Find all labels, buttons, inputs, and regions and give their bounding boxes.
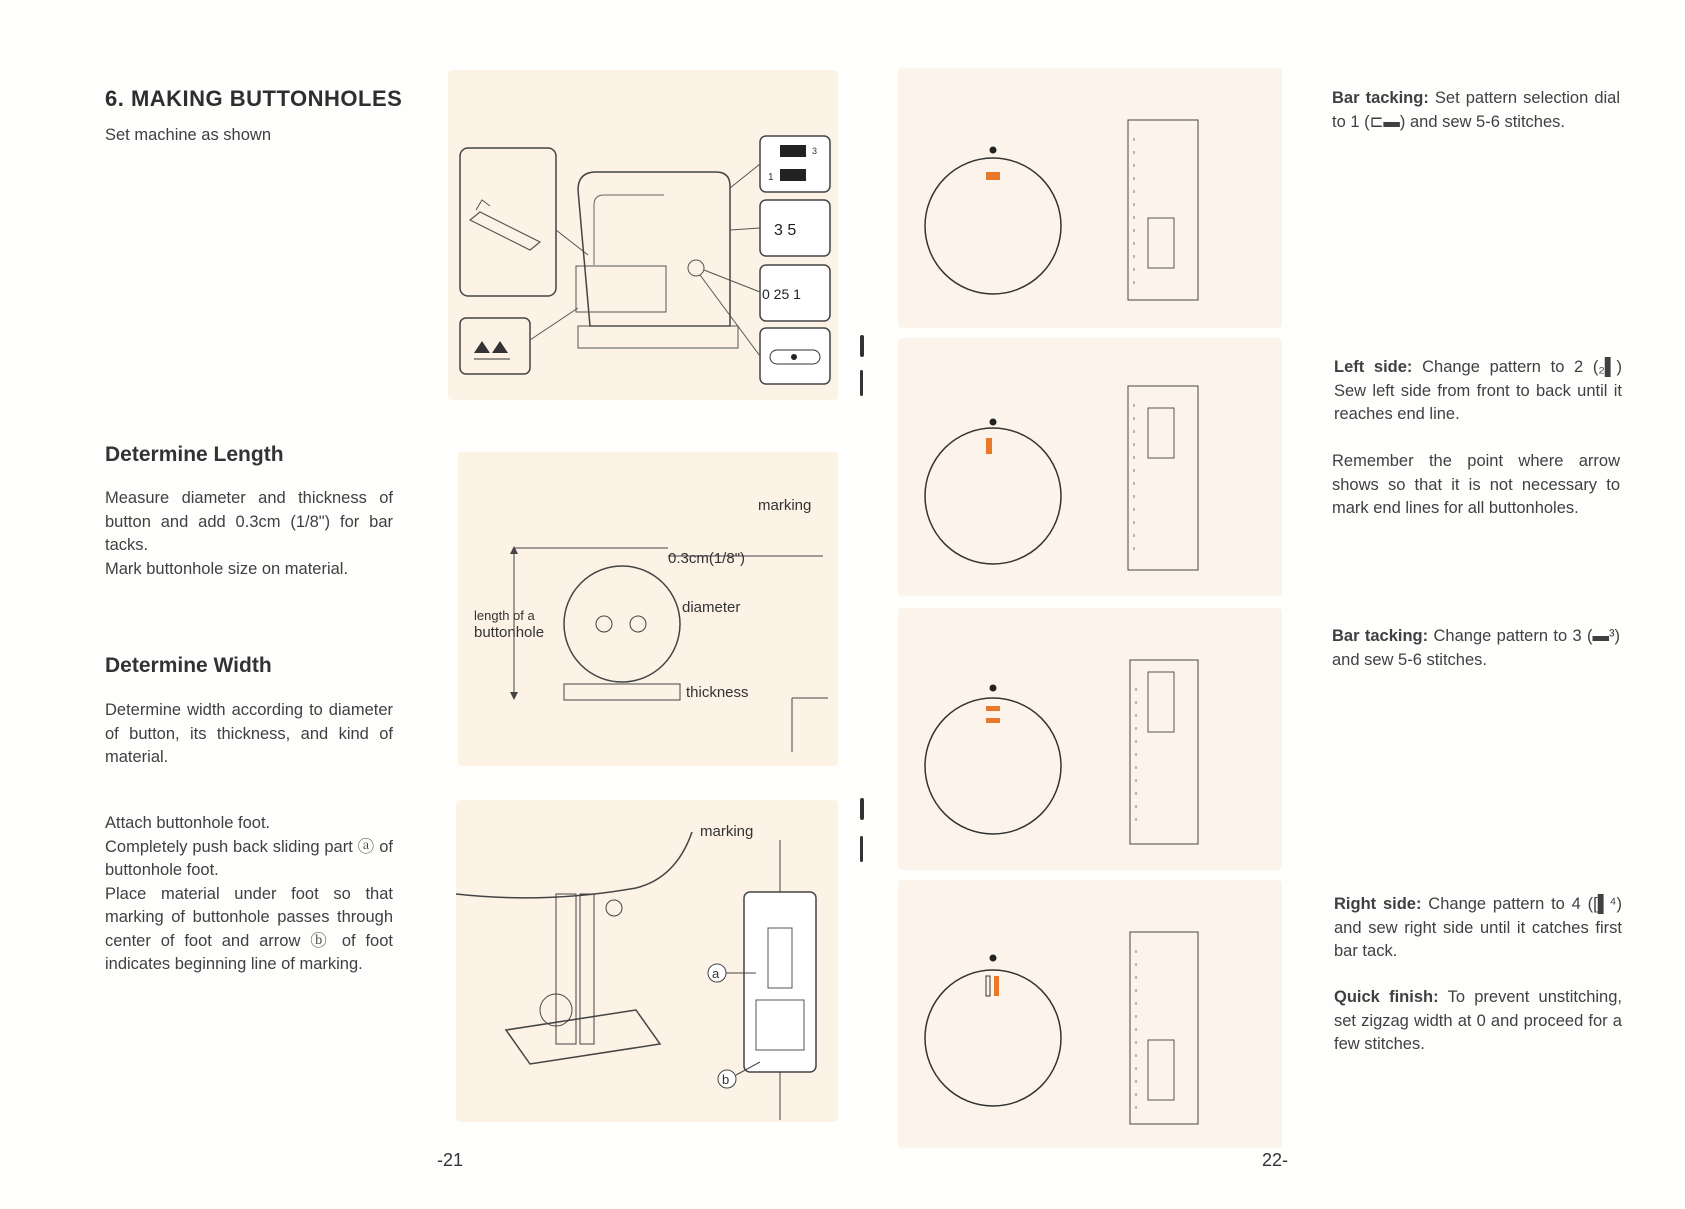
binding-mark [860,335,864,357]
determine-length-text [105,487,393,581]
step3-text [1332,625,1620,672]
step1-illustration [898,68,1282,328]
machine-settings-figure [448,70,838,400]
binding-mark [860,370,863,396]
length-dial-values: 0 25 1 [762,286,801,302]
step5-text [1334,986,1622,1057]
step1-body: Set pattern selection dial to 1 (⊏▬) and sew 5-6 stitches. [1332,89,1621,131]
step3-label: Bar tacking: [1332,627,1429,645]
button-measure-figure [458,452,838,766]
buttonhole-foot-figure [456,800,838,1122]
step2-label: Left side: [1334,358,1413,376]
marking-label: marking [758,497,812,514]
determine-width-heading: Determine Width [105,654,272,677]
attach-foot-line1: Attach buttonhole foot. [105,814,271,832]
stitch-steps-figures [898,68,1282,1148]
binding-mark [860,836,863,862]
binding-mark [860,798,864,820]
step2-illustration [898,338,1282,596]
callout-b: b [722,1072,730,1087]
determine-length-heading: Determine Length [105,443,284,466]
note-text: Remember the point where arrow shows so that it is not necessary to mark end lines for all buttonholes. [1332,452,1620,517]
determine-width-text: Determine width according to diameter of button, its thickness, and kind of material. [105,701,393,766]
step4-text [1334,893,1622,964]
page-number-22: 22- [1262,1150,1289,1170]
callout-a: a [712,966,720,981]
machine-settings-illustration [448,70,838,400]
step2-figure [898,338,1282,596]
step3-body: Change pattern to 3 (▬³) and sew 5-6 stitches. [1332,627,1621,669]
step3-illustration [898,608,1282,870]
step5-label: Quick finish: [1334,988,1439,1006]
step2-text [1334,356,1622,427]
page-title: 6. MAKING BUTTONHOLES [105,86,403,111]
buttonhole-foot-illustration [456,800,838,1122]
step3-figure [898,608,1282,870]
step4-body: Change pattern to 4 ([▌⁴) and sew right side until it catches first bar tack. [1334,895,1622,960]
allowance-label: 0.3cm(1/8") [668,550,746,567]
length-label-1: length of a [474,608,535,623]
width-dial-value: 3 5 [774,222,797,239]
step2-body: Change pattern to 2 (₂▌) Sew left side from front to back until it reaches end line. [1334,358,1622,423]
step1-label: Bar tacking: [1332,89,1429,107]
step4-illustration [898,880,1282,1148]
pattern-tab-3: 3 [812,146,818,156]
step1-text [1332,87,1620,134]
length-label-2: buttonhole [474,624,545,641]
page-number-21: -21 [437,1150,464,1170]
step1-figure [898,68,1282,328]
determine-length-text-2: Mark buttonhole size on material. [105,559,349,578]
determine-length-text-1: Measure diameter and thickness of button and add 0.3cm (1/8") for bar tacks. [105,489,393,554]
step4-label: Right side: [1334,895,1422,913]
attach-foot-text [105,812,393,977]
pattern-tab-1: 1 [768,172,774,183]
attach-foot-line2: Completely push back sliding part ⓐ of buttonhole foot. [105,837,393,879]
set-machine-text: Set machine as shown [105,126,272,144]
attach-foot-line3: Place material under foot so that marking of buttonhole passes through center of foot and arrow ⓑ of foot indicates beginning line of marking. [105,884,393,973]
step4-figure [898,880,1282,1148]
thickness-label: thickness [686,684,749,701]
button-measure-illustration [458,452,838,766]
fig3-marking-label: marking [700,823,754,840]
diameter-label: diameter [682,599,741,616]
step5-body: To prevent unstitching, set zigzag width at 0 and proceed for a few stitches. [1334,988,1622,1053]
